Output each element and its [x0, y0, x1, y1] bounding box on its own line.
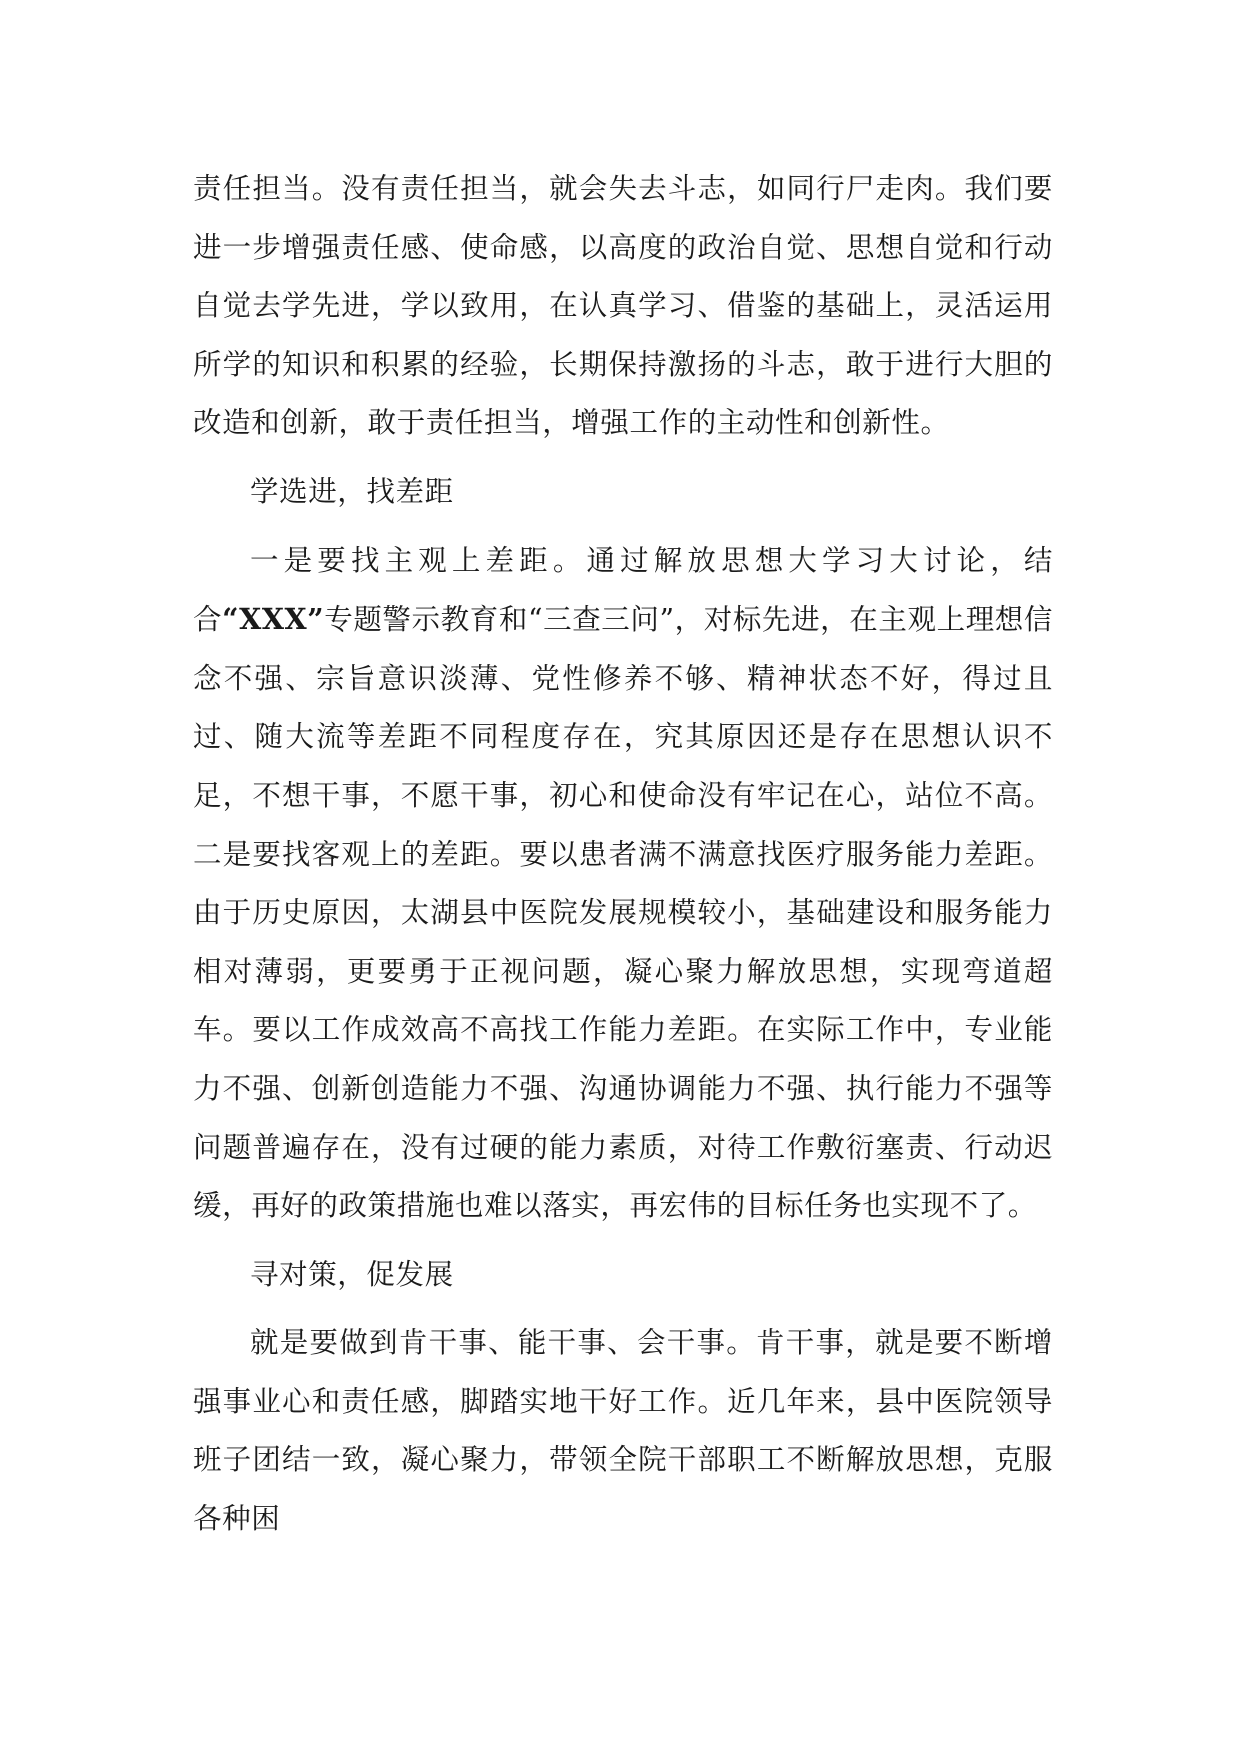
- paragraph-find-gaps-text-1: 一是要找主观上差距。通过解放思想大学习大讨论，结合: [193, 543, 1053, 637]
- paragraph-responsibility: 责任担当。没有责任担当，就会失去斗志，如同行尸走肉。我们要进一步增强责任感、使命感，以高度的政治自觉、思想自觉和行动自觉去学先进，学以致用，在认真学习、借鉴的基础上，灵活运用所学的知识和积累的经验，长期保持激扬的斗志，敢于进行大胆的改造和创新，敢于责任担当，增强工作的主动性和创新性。: [193, 172, 1053, 440]
- section-heading-find-countermeasures: 寻对策，促发展: [250, 1257, 454, 1291]
- document-body: [193, 160, 1053, 1549]
- paragraph-find-gaps-bold-term: “XXX”: [222, 602, 325, 637]
- paragraph-find-gaps-text-2: 专题警示教育和“三查三问”，对标先进，在主观上理想信念不强、宗旨意识淡薄、党性修养不够、精神状态不好，得过且过、随大流等差距不同程度存在，究其原因还是存在思想认识不足，不想干事，不愿干事，初心和使命没有牢记在心，站位不高。二是要找客观上的差距。要以患者满不满意找医疗服务能力差距。由于历史原因，太湖县中医院发展规模较小，基础建设和服务能力相对薄弱，更要勇于正视问题，凝心聚力解放思想，实现弯道超车。要以工作成效高不高找工作能力差距。在实际工作中，专业能力不强、创新创造能力不强、沟通协调能力不强、执行能力不强等问题普遍存在，没有过硬的能力素质，对待工作敷衍塞责、行动迟缓，再好的政策措施也难以落实，再宏伟的目标任务也实现不了。: [193, 603, 1053, 1223]
- section-heading-learn-advanced: 学选进，找差距: [250, 474, 454, 508]
- paragraph-find-gaps: [193, 532, 1053, 1236]
- paragraph-willing-to-work: 就是要做到肯干事、能干事、会干事。肯干事，就是要不断增强事业心和责任感，脚踏实地干好工作。近几年来，县中医院领导班子团结一致，凝心聚力，带领全院干部职工不断解放思想，克服各种困: [193, 1326, 1053, 1536]
